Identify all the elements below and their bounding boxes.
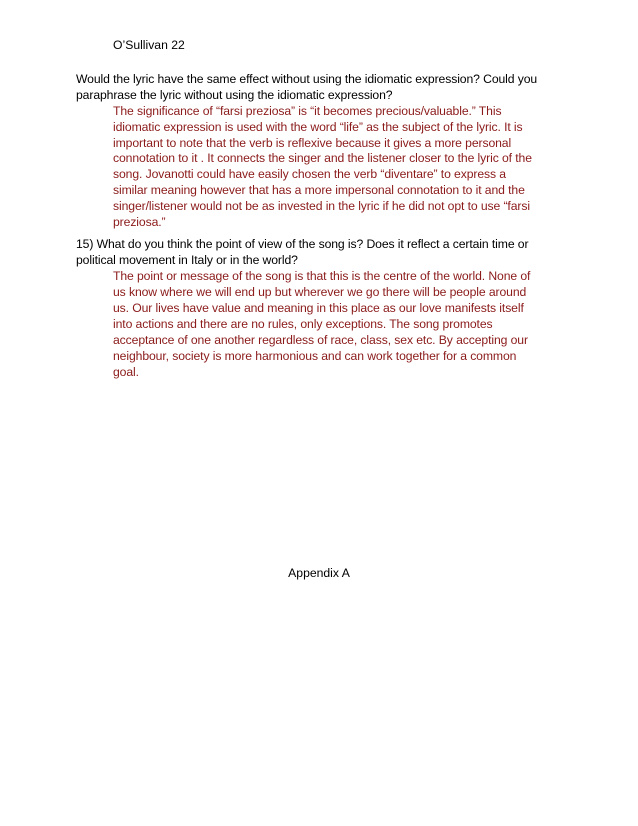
answer-line: goal. bbox=[113, 365, 139, 379]
question-line: Would the lyric have the same effect without using the idiomatic expression? Could you bbox=[76, 72, 538, 86]
page-header: O’Sullivan 22 bbox=[113, 38, 185, 52]
answer-line: singer/listener would not be as invested in the lyric if he did not opt to use “farsi bbox=[113, 199, 530, 213]
answer-line: connotation to it . It connects the singer and the listener closer to the lyric of the bbox=[113, 151, 532, 165]
answer-line: The significance of “farsi preziosa” is “it becomes precious/valuable.” This bbox=[113, 104, 502, 118]
answer-line: important to note that the verb is reflexive because it gives a more personal bbox=[113, 136, 512, 150]
answer-line: idiomatic expression is used with the word “life” as the subject of the lyric. It is bbox=[113, 120, 523, 134]
answer-line: song. Jovanotti could have easily chosen the verb “diventare” to express a bbox=[113, 167, 506, 181]
answer-line: The point or message of the song is that this is the centre of the world. None of bbox=[113, 269, 531, 283]
answer-line: neighbour, society is more harmonious and can work together for a common bbox=[113, 349, 517, 363]
answer-line: acceptance of one another regardless of race, class, sex etc. By accepting our bbox=[113, 333, 528, 347]
answer-line: into actions and there are no rules, only exceptions. The song promotes bbox=[113, 317, 493, 331]
question-line: paraphrase the lyric without using the idiomatic expression? bbox=[76, 88, 393, 102]
question-line: 15) What do you think the point of view of the song is? Does it reflect a certain time or bbox=[76, 237, 529, 251]
question-line: political movement in Italy or in the world? bbox=[76, 253, 298, 267]
answer-line: us know where we will end up but wherever we go there will be people around bbox=[113, 285, 527, 299]
answer-line: preziosa.” bbox=[113, 215, 166, 229]
answer-line: similar meaning however that has a more impersonal connotation to it and the bbox=[113, 183, 525, 197]
appendix-heading: Appendix A bbox=[288, 566, 350, 580]
answer-line: us. Our lives have value and meaning in this place as our love manifests itself bbox=[113, 301, 524, 315]
